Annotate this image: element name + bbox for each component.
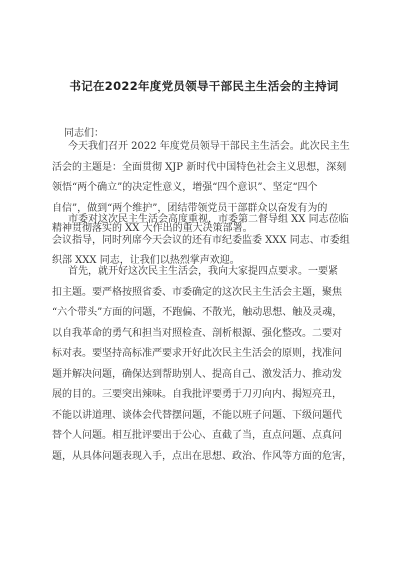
paragraph-line: 今天我们召开 2022 年度党员领导干部民主生活会。此次民主生 bbox=[68, 141, 350, 152]
paragraph-line: 标对表。要坚持高标准严要求开好此次民主生活会的原则，找准问 bbox=[52, 348, 342, 359]
salutation: 同志们： bbox=[64, 128, 104, 139]
paragraph-line: 以自我革命的勇气和担当对照检查、剖析根源、强化整改。二要对 bbox=[52, 327, 342, 339]
paragraph-line: 题，从具体问题表现入手，点出在思想、政治、作风等方面的危害， bbox=[52, 450, 352, 462]
document-title: 书记在2022年度党员领导干部民主生活会的主持词 bbox=[69, 79, 339, 93]
paragraph-line: 展的目的。三要突出辣味。自我批评要勇于刀刃向内、揭短亮丑， bbox=[52, 389, 342, 400]
paragraph-line: 活会的主题是：全面贯彻 XJP 新时代中国特色社会主义思想，深刻 bbox=[52, 161, 347, 173]
paragraph-line: 题并解决问题，确保达到帮助别人、提高自己、激发活力、推动发 bbox=[52, 368, 342, 380]
paragraph-line: 领悟“两个确立”的决定性意义，增强“四个意识”、坚定“四个 bbox=[52, 182, 318, 193]
paragraph-line: 首先，就开好这次民主生活会，我向大家提四点要求。一要紧 bbox=[68, 266, 338, 277]
paragraph-line: 替个人问题。相互批评要出于公心、直截了当，直点问题、点真问 bbox=[52, 430, 342, 441]
paragraph-line: 市委对这次民主生活会高度重视，市委第二督导组 XX 同志莅临 bbox=[68, 214, 349, 225]
paragraph-line: 精神贯彻落实的 XX 大作出的重大决策部署。 bbox=[52, 223, 253, 234]
paragraph-line: “六个带头”方面的问题，不跑偏、不散光，触动思想、触及灵魂， bbox=[52, 307, 343, 318]
paragraph-line: 会议指导，同时列席今天会议的还有市纪委监委 XXX 同志、市委组 bbox=[52, 234, 350, 246]
paragraph-line: 织部 XXX 同志，让我们以热烈掌声欢迎。 bbox=[52, 255, 240, 266]
paragraph-line: 自信”，做到“两个维护”，团结带领党员干部群众以奋发有为的 bbox=[52, 202, 328, 214]
paragraph-line: 不能以讲道理、谈体会代替摆问题，不能以班子问题、下级问题代 bbox=[52, 409, 342, 421]
paragraph-line: 扣主题。要严格按照省委、市委确定的这次民主生活会主题，聚焦 bbox=[52, 286, 342, 298]
paragraph-3 bbox=[52, 262, 372, 467]
